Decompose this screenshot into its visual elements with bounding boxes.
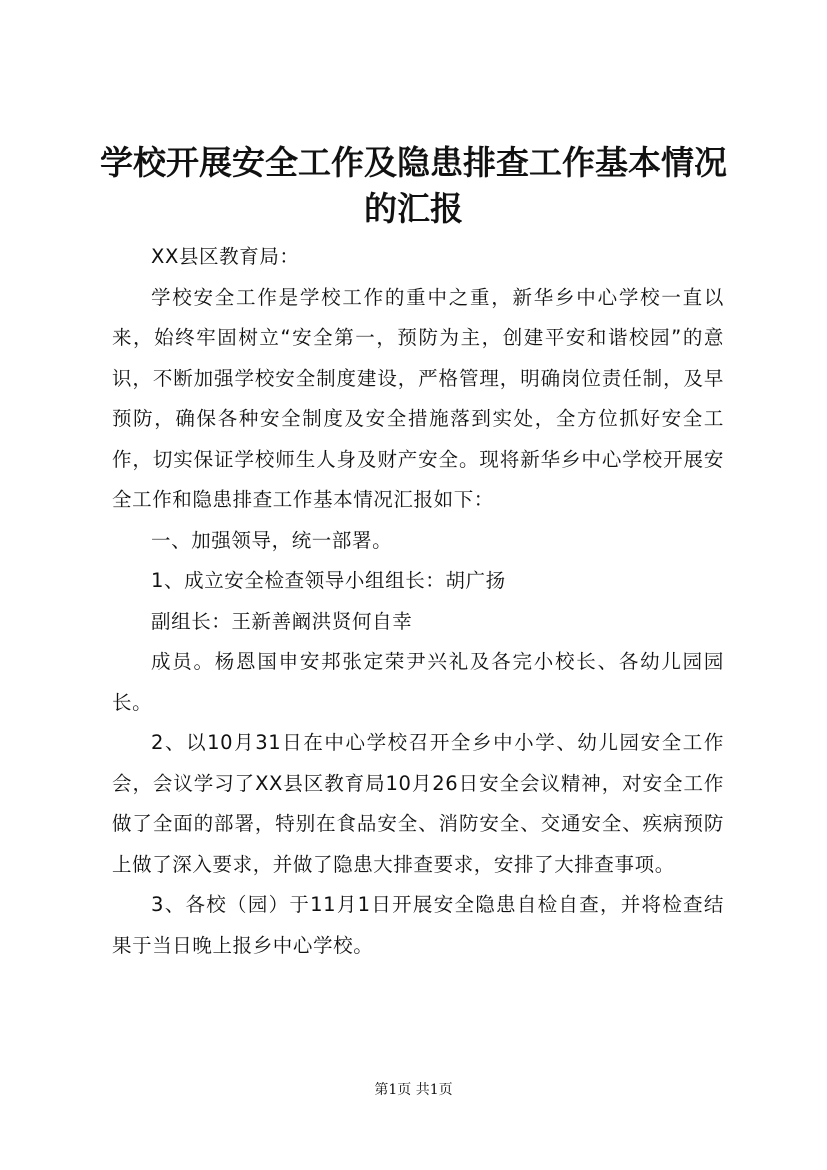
salutation: XX县区教育局： bbox=[151, 245, 300, 268]
paragraph-members: 成员。杨恩国申安邦张定荣尹兴礼及各完小校长、各幼儿园园长。 bbox=[112, 650, 724, 714]
paragraph-group-leader: 1、成立安全检查领导小组组长：胡广扬 bbox=[151, 569, 506, 592]
document-title: 学校开展安全工作及隐患排查工作基本情况的汇报 bbox=[100, 143, 727, 228]
paragraph-deputy-leaders: 副组长：王新善阚洪贤何自幸 bbox=[151, 609, 413, 633]
paragraph-section-heading: 一、加强领导，统一部署。 bbox=[151, 528, 393, 552]
paragraph-meeting: 2、以10月31日在中心学校召开全乡中小学、幼儿园安全工作会，会议学习了XX县区教育局10月26日安全会议精神，对安全工作做了全面的部署，特别在食品安全、消防安全、交通安全、疾病预防上做了深入要求，并做了隐患大排查要求，安排了大排查事项。 bbox=[112, 731, 724, 876]
page-number-footer: 第1页 共1页 bbox=[374, 1082, 453, 1098]
document-body bbox=[112, 237, 724, 966]
paragraph-self-check: 3、各校（园）于11月1日开展安全隐患自检自查，并将检查结果于当日晚上报乡中心学校。 bbox=[112, 893, 724, 957]
paragraph-intro: 学校安全工作是学校工作的重中之重，新华乡中心学校一直以来，始终牢固树立“安全第一，预防为主，创建平安和谐校园”的意识，不断加强学校安全制度建设，严格管理，明确岗位责任制，及早预防，确保各种安全制度及安全措施落到实处，全方位抓好安全工作，切实保证学校师生人身及财产安全。现将新华乡中心学校开展安全工作和隐患排查工作基本情况汇报如下： bbox=[112, 285, 724, 511]
